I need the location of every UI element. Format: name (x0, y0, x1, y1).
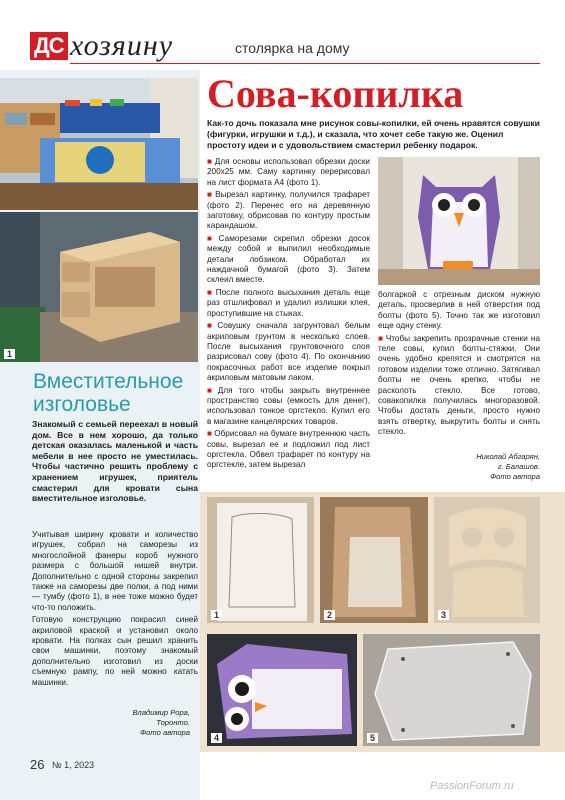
bullet-icon: ■ (207, 233, 217, 243)
bullet-icon: ■ (207, 321, 216, 331)
bullet-icon: ■ (207, 429, 213, 439)
photo-number: 4 (211, 733, 222, 743)
article2-signature (30, 708, 190, 738)
article1-paragraph (207, 157, 370, 188)
photo-number: 5 (367, 733, 378, 743)
article1-city: г. Балашов. (497, 462, 540, 471)
header (30, 30, 540, 70)
photo-cut-parts (434, 497, 540, 623)
article1-paragraph (207, 190, 370, 232)
article1-paragraph (207, 386, 370, 428)
photo-number: 1 (4, 349, 15, 359)
article1-paragraph (207, 429, 370, 471)
photo-headboard (0, 212, 198, 362)
article1-paragraph (207, 288, 370, 319)
article1-column-2 (378, 290, 540, 440)
paragraph-text: После полного высыхания деталь еще раз отшлифовал и удалил излишки клея, проступившие на стыках. (207, 287, 370, 318)
watermark: PassionForum.ru (430, 780, 514, 792)
bullet-icon: ■ (207, 157, 213, 166)
bullet-icon: ■ (207, 190, 214, 200)
photo-number: 2 (324, 610, 335, 620)
photo-owl-finished (378, 157, 540, 285)
photo-painted-owl (207, 634, 357, 746)
article1-photo-credit: Фото автора (490, 472, 540, 481)
article1-column-1 (207, 157, 370, 473)
bullet-icon: ■ (207, 385, 216, 395)
section-label: столярка на дому (235, 40, 350, 56)
bullet-icon: ■ (378, 333, 384, 343)
photo-stencil (207, 497, 314, 623)
paragraph-text: болгаркой с отрезным диском нужную деталь, просверлив в ней отверстия под болты (фото 5). Точно так же изготовил еще одну стенку. (378, 290, 540, 331)
article1-paragraph (207, 321, 370, 383)
article1-paragraph (207, 234, 370, 286)
article2-author: Владимир Рора, (132, 708, 190, 717)
plexiglass-illustration (363, 634, 540, 746)
magazine-logo: ДС (30, 32, 68, 60)
photo-template (320, 497, 428, 623)
article2-lead: Знакомый с семьей переехал в новый дом. Все в нем хорошо, да только детская оказалась маленькой и часть мебели в нее просто не уместилась. Чтобы частично решить проблему с хранением игрушек, приятель смастерил для кровати сына вместительное изголовье. (32, 419, 198, 504)
painted-owl-illustration (207, 634, 357, 746)
article2-photo-credit: Фото автора (140, 728, 190, 737)
paragraph-text: Для основы использовал обрезки доски 200х25 мм. Саму картинку перерисовал на лист формата А4 (фото 1). (207, 157, 370, 187)
template-illustration (320, 497, 428, 623)
photo-kids-room (0, 78, 198, 210)
bullet-icon: ■ (207, 287, 214, 297)
footer-page-number: 26 (30, 757, 45, 772)
paragraph-text: Саморезами скрепил обрезки досок между собой и выпилил необходимые детали лобзиком. Обработал их наждачной бумагой (фото 3). Затем склеил вместе. (207, 233, 370, 285)
article1-paragraph (378, 290, 540, 332)
article1-lead: Как-то дочь показала мне рисунок совы-копилки, ей очень нравятся совушки (фигурки, игрушки и т.д.), и сказала, что хочет себе такую же. Оценил простоту идеи и с удовольствием смастерил ребенку подарок. (207, 118, 540, 150)
rubric-title: хозяину (70, 29, 174, 62)
article1-signature (378, 452, 540, 482)
owl-illustration (378, 157, 540, 285)
cut-parts-illustration (434, 497, 540, 623)
kids-room-illustration (0, 78, 198, 210)
photo-plexiglass (363, 634, 540, 746)
headboard-illustration (0, 212, 198, 362)
photo-number: 3 (438, 610, 449, 620)
paragraph-text: Чтобы закрепить прозрачные стенки на теле совы, купил болты-стяжки. Они очень удобно крепятся и смотрятся на готовом изделии тоже отлично. Затягивал болты не очень крепко, чтобы не расколоть стекло. Все готово, совакопилка получилась многоразовой. Чтобы достать деньги, просто нужно взять отвертку, выкрутить болты и снять стекло. (378, 333, 540, 437)
photo-number: 1 (211, 610, 222, 620)
paragraph-text: Вырезал картинку, получился трафарет (фото 2). Перенес его на деревянную заготовку, обрисовав по контуру простым карандашом. (207, 190, 370, 231)
paragraph-text: Для того чтобы закрыть внутреннее пространство совы (емкость для денег), использовал тонкое оргстекло. Купил его в магазине канцелярских товаров. (207, 385, 370, 426)
paragraph-text: Совушку сначала загрунтовал белым акриловым грунтом в несколько слоев. После высыхания грунтовочного слоя разрисовал сову (фото 4). По окончанию покрасочных работ все изделие покрыл акриловым матовым лаком. (207, 321, 370, 383)
footer-issue: № 1, 2023 (52, 760, 95, 770)
paragraph-text: Обрисовал на бумаге внутреннюю часть совы, вырезал ее и подложил под лист оргстекла. Обвел трафарет по контуру на оргстекле, затем вырезал (207, 429, 370, 470)
article1-author: Николай Абгарян, (476, 452, 540, 461)
article2-city: Торонто. (156, 718, 190, 727)
article1-paragraph (378, 334, 540, 438)
stencil-illustration (207, 497, 314, 623)
header-rule (70, 63, 540, 64)
article2-body (32, 530, 198, 690)
article2-title: Вместительное изголовье (33, 370, 184, 416)
article1-title: Сова-копилка (207, 71, 464, 116)
article2-paragraph: Учитывая ширину кровати и количество игрушек, собрал на саморезы из многослойной фанеры короб нужного размера с большой нишей внутри. Дополнительно с одной стороны закрепил также на саморезы две полки, а под ними — тумбу (фото 1), в нее тоже можно будет что-то положить. (32, 530, 198, 612)
article2-paragraph: Готовую конструкцию покрасил синей акриловой краской и установил около кровати. На полках сын решил хранить свои машинки, поэтому знакомый дополнительно изготовил из доски съемную рампу, по ней можно катать машинки. (32, 615, 198, 687)
